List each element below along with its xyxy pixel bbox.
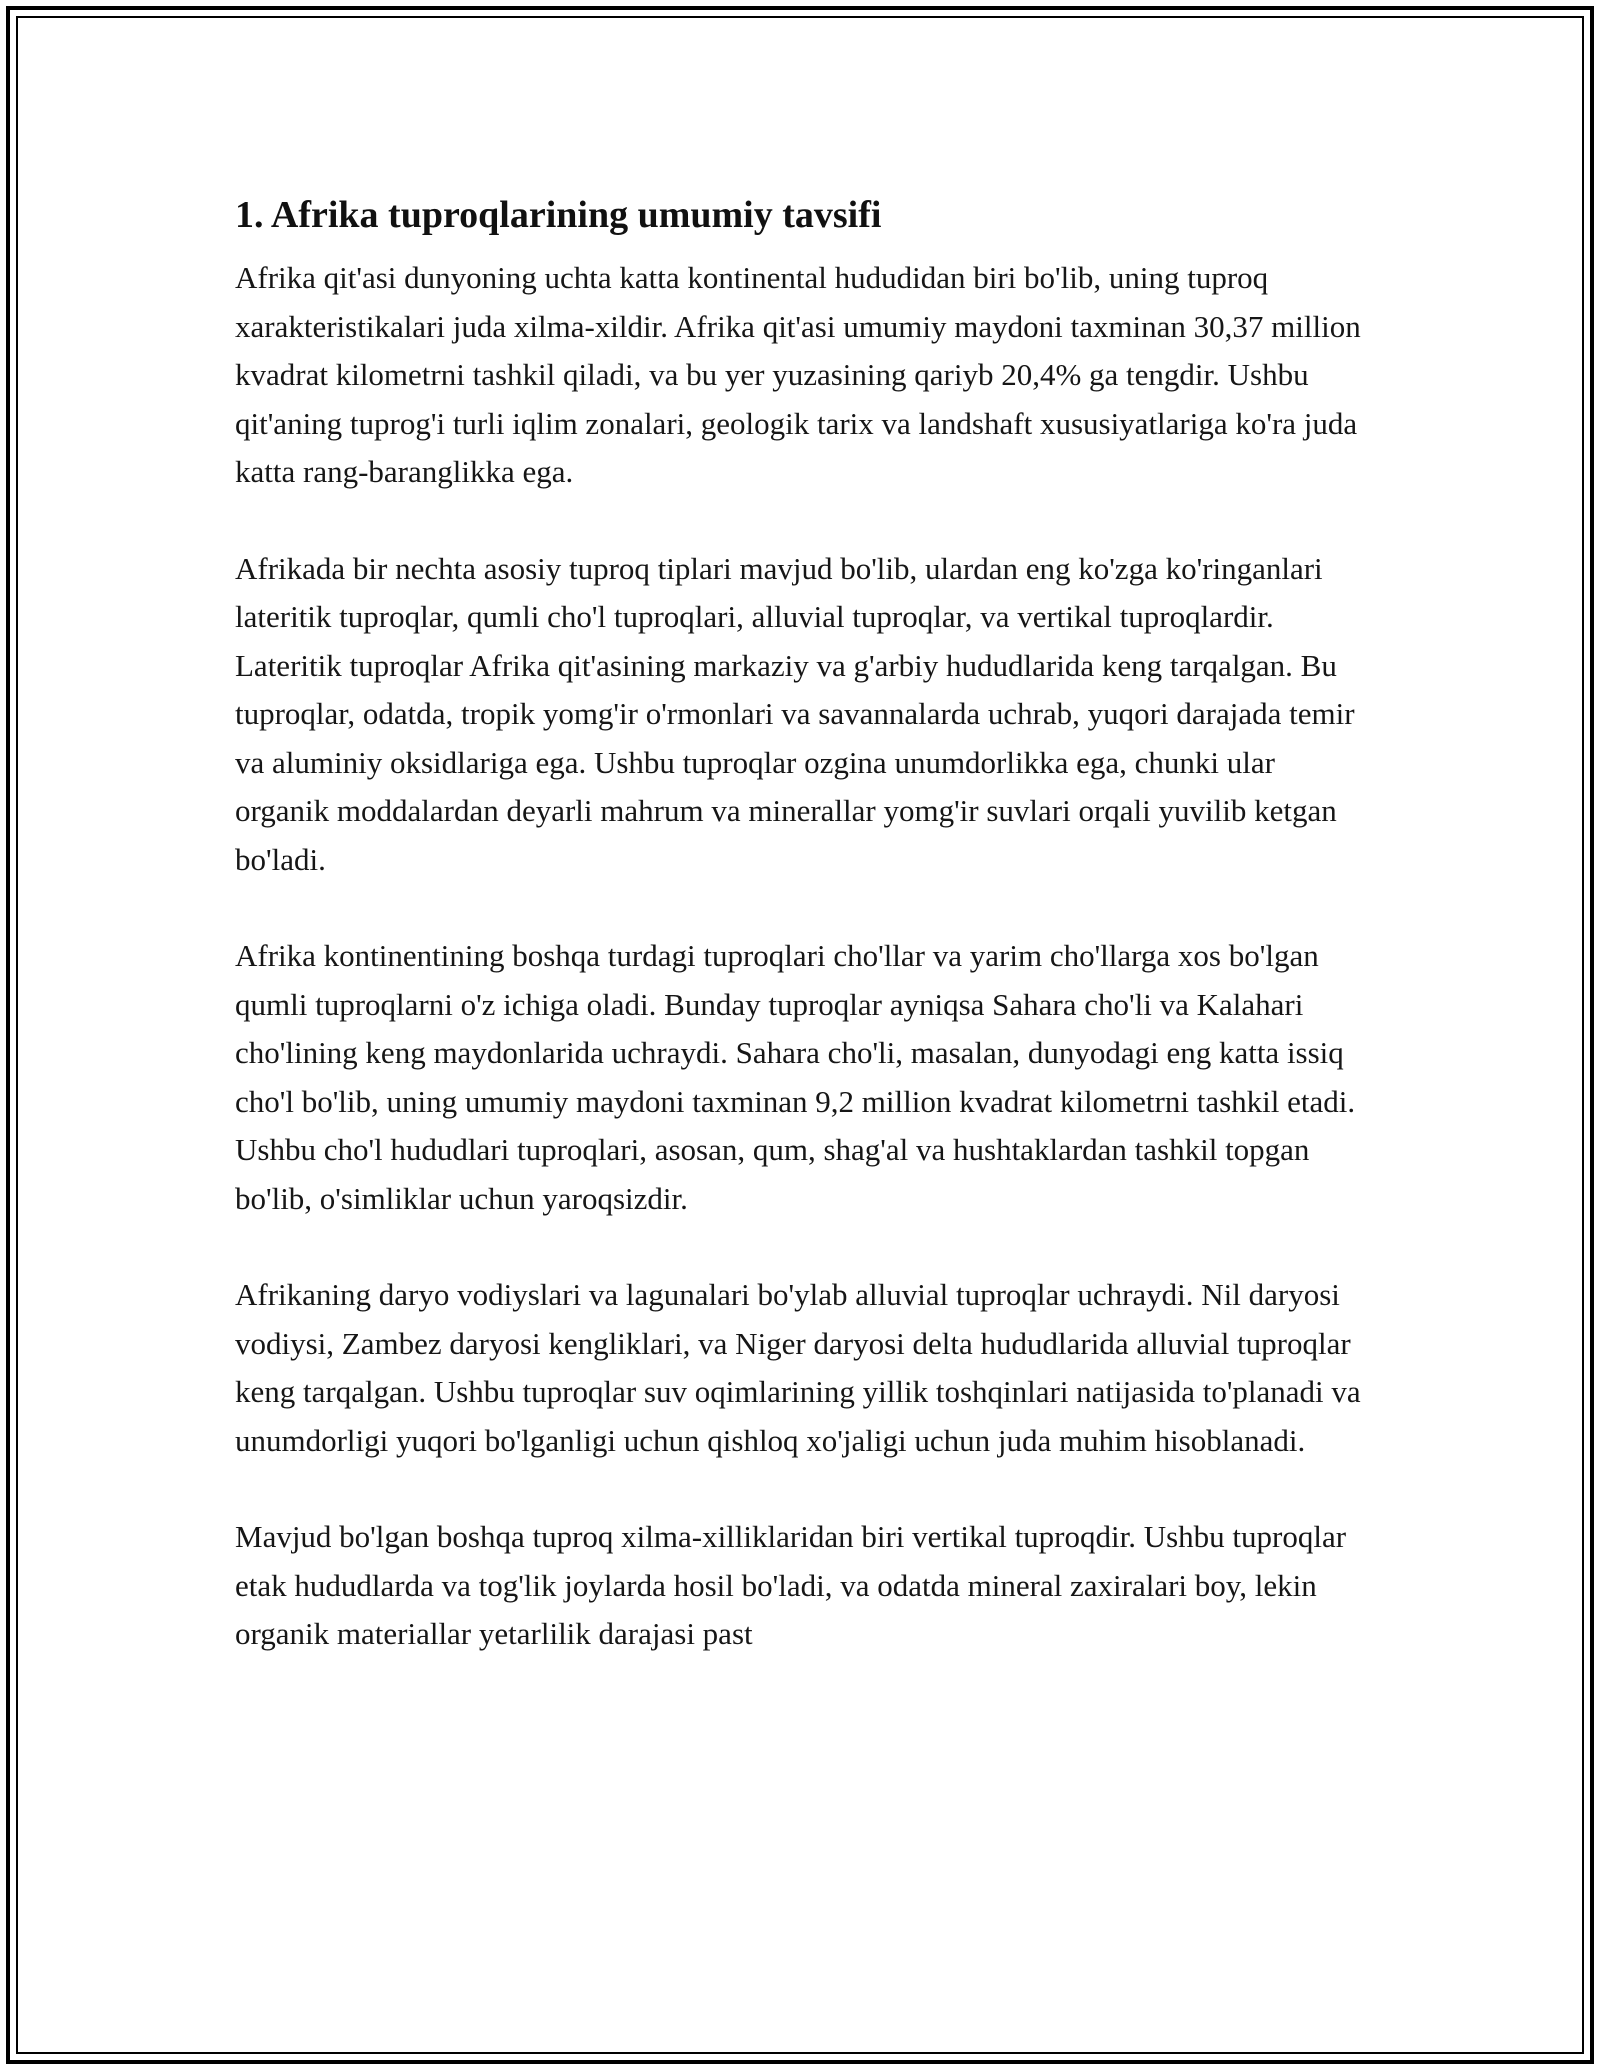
document-body xyxy=(235,190,1375,1707)
section-heading: 1. Afrika tuproqlarining umumiy tavsifi xyxy=(235,194,882,236)
paragraph-3: Afrika kontinentining boshqa turdagi tuproqlari cho'llar va yarim cho'llarga xos bo'lgan qumli tuproqlarni o'z ichiga oladi. Bunday tuproqlar ayniqsa Sahara cho'li va Kalahari cho'lining keng maydonlarida uchraydi. Sahara cho'li, masalan, dunyodagi eng katta issiq cho'l bo'lib, uning umumiy maydoni taxminan 9,2 million kvadrat kilometrni tashkil etadi. Ushbu cho'l hududlari tuproqlari, asosan, qum, shag'al va hushtaklardan tashkil topgan bo'lib, o'simliklar uchun yaroqsizdir. xyxy=(235,938,1356,1216)
paragraph-2: Afrikada bir nechta asosiy tuproq tiplari mavjud bo'lib, ulardan eng ko'zga ko'ringanlari lateritik tuproqlar, qumli cho'l tuproqlari, alluvial tuproqlar, va vertikal tuproqlardir. Lateritik tuproqlar Afrika qit'asining markaziy va g'arbiy hududlarida keng tarqalgan. Bu tuproqlar, odatda, tropik yomg'ir o'rmonlari va savannalarda uchrab, yuqori darajada temir va aluminiy oksidlariga ega. Ushbu tuproqlar ozgina unumdorlikka ega, chunki ular organik moddalardan deyarli mahrum va minerallar yomg'ir suvlari orqali yuvilib ketgan bo'ladi. xyxy=(235,550,1355,877)
paragraph-1: Afrika qit'asi dunyoning uchta katta kontinental hududidan biri bo'lib, uning tuproq xarakteristikalari juda xilma-xildir. Afrika qit'asi umumiy maydoni taxminan 30,37 million kvadrat kilometrni tashkil qiladi, va bu yer yuzasining qariyb 20,4% ga tengdir. Ushbu qit'aning tuprog'i turli iqlim zonalari, geologik tarix va landshaft xususiyatlariga ko'ra juda katta rang-baranglikka ega. xyxy=(235,260,1361,489)
paragraph-5: Mavjud bo'lgan boshqa tuproq xilma-xilliklaridan biri vertikal tuproqdir. Ushbu tuproqlar etak hududlarda va tog'lik joylarda hosil bo'ladi, va odatda mineral zaxiralari boy, lekin organik materiallar yetarlilik darajasi past xyxy=(235,1519,1347,1651)
paragraph-4: Afrikaning daryo vodiyslari va lagunalari bo'ylab alluvial tuproqlar uchraydi. Nil daryosi vodiysi, Zambez daryosi kengliklari, va Niger daryosi delta hududlarida alluvial tuproqlar keng tarqalgan. Ushbu tuproqlar suv oqimlarining yillik toshqinlari natijasida to'planadi va unumdorligi yuqori bo'lganligi uchun qishloq xo'jaligi uchun juda muhim hisoblanadi. xyxy=(235,1277,1361,1458)
